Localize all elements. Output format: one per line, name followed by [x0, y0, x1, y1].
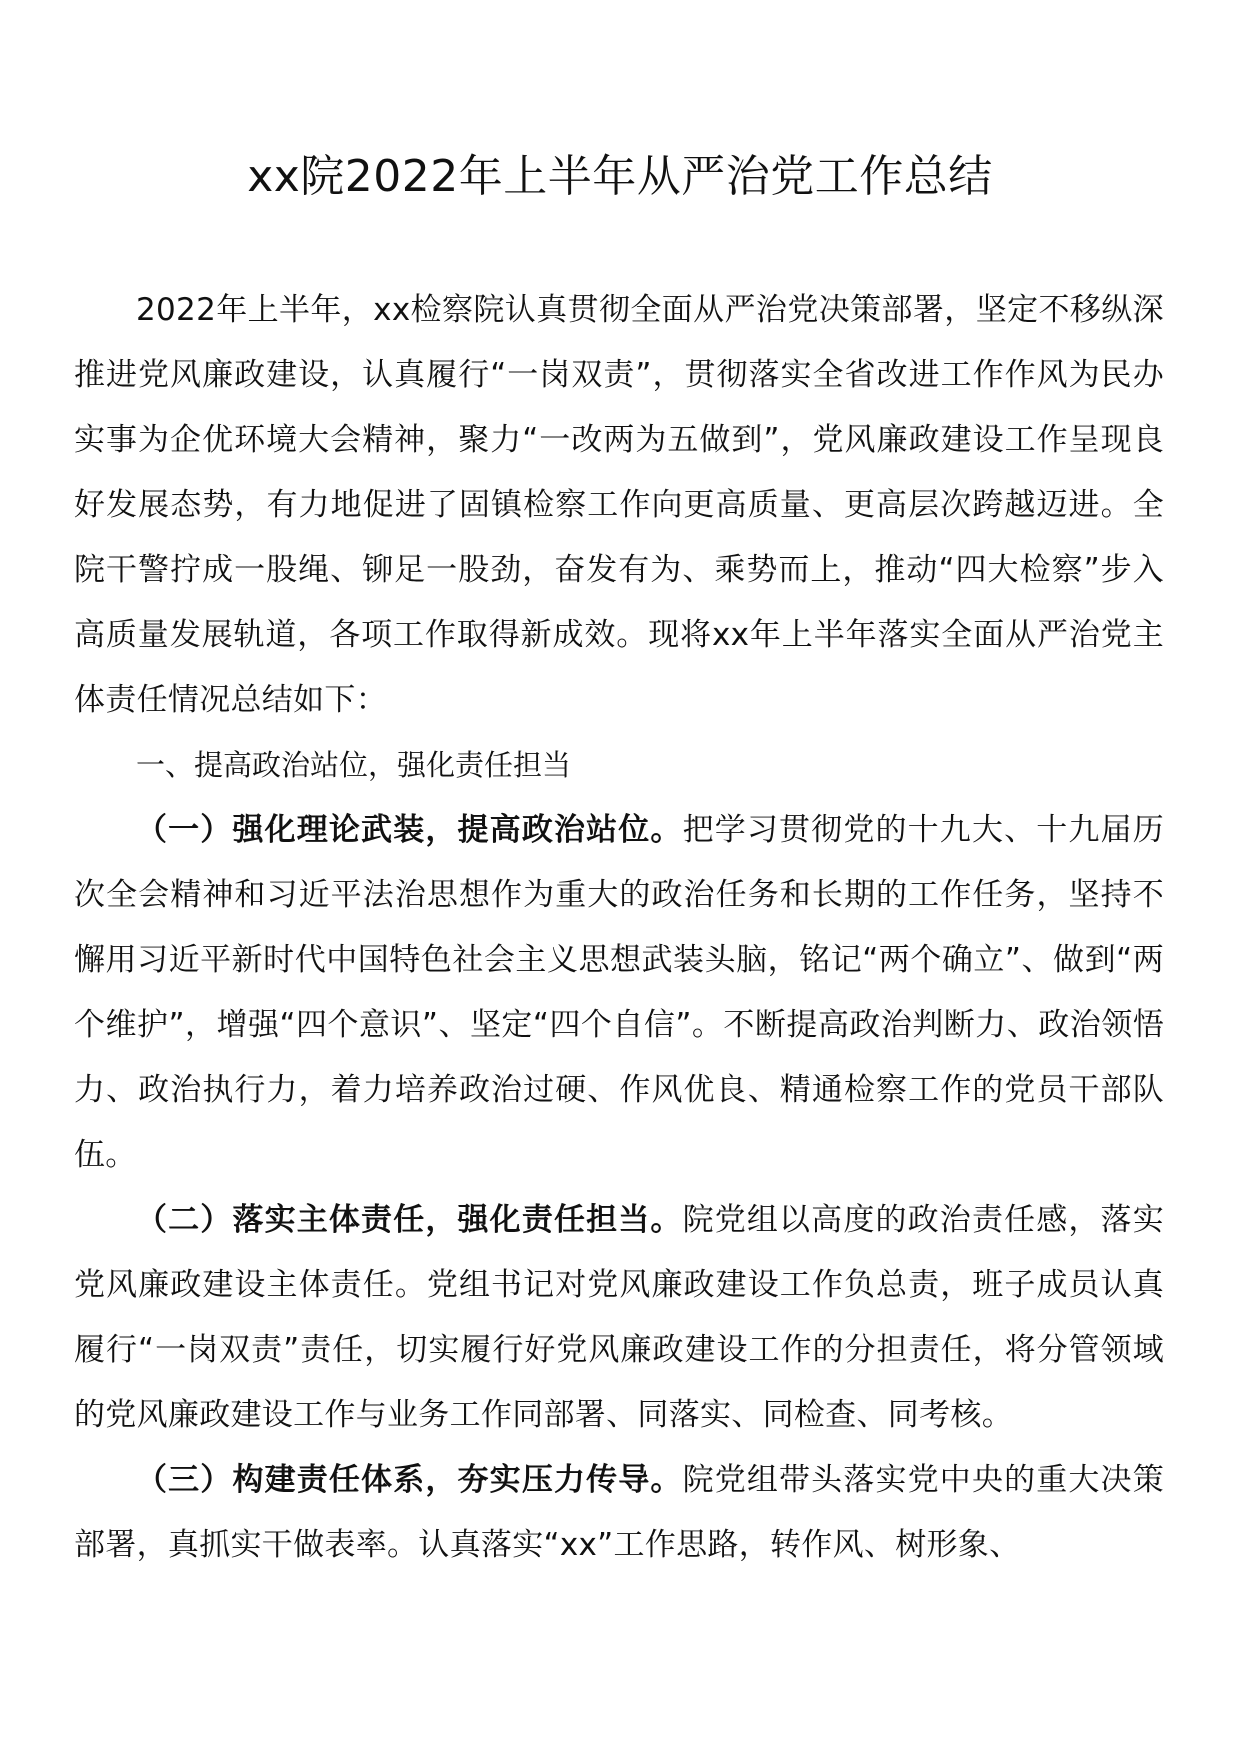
document-body [74, 278, 1164, 1578]
subsection-text-1: 把学习贯彻党的十九大、十九届历次全会精神和习近平法治思想作为重大的政治任务和长期的工作任务，坚持不懈用习近平新时代中国特色社会主义思想武装头脑，铭记“两个确立”、做到“两个维护”，增强“四个意识”、坚定“四个自信”。不断提高政治判断力、政治领悟力、政治执行力，着力培养政治过硬、作风优良、精通检察工作的党员干部队伍。 [74, 812, 1164, 1173]
subsection-paragraph-2 [74, 1188, 1164, 1448]
subsection-paragraph-1 [74, 798, 1164, 1188]
subsection-text-2: 院党组以高度的政治责任感，落实党风廉政建设主体责任。党组书记对党风廉政建设工作负总责，班子成员认真履行“一岗双责”责任，切实履行好党风廉政建设工作的分担责任，将分管领域的党风廉政建设工作与业务工作同部署、同落实、同检查、同考核。 [74, 1202, 1164, 1433]
subsection-title-2: （二）落实主体责任，强化责任担当。 [136, 1202, 683, 1238]
intro-paragraph: 2022年上半年，xx检察院认真贯彻全面从严治党决策部署，坚定不移纵深推进党风廉政建设，认真履行“一岗双责”，贯彻落实全省改进工作作风为民办实事为企优环境大会精神，聚力“一改两为五做到”，党风廉政建设工作呈现良好发展态势，有力地促进了固镇检察工作向更高质量、更高层次跨越迈进。全院干警拧成一股绳、铆足一股劲，奋发有为、乘势而上，推动“四大检察”步入高质量发展轨道，各项工作取得新成效。现将xx年上半年落实全面从严治党主体责任情况总结如下： [74, 292, 1164, 718]
subsection-title-1: （一）强化理论武装，提高政治站位。 [136, 812, 683, 848]
subsection-paragraph-3 [74, 1448, 1164, 1578]
subsection-title-3: （三）构建责任体系，夯实压力传导。 [136, 1462, 683, 1498]
subsection-text-3: 院党组带头落实党中央的重大决策部署，真抓实干做表率。认真落实“xx”工作思路，转作风、树形象、 [74, 1462, 1164, 1563]
section-heading-1: 一、提高政治站位，强化责任担当 [136, 748, 572, 782]
document-title: xx院2022年上半年从严治党工作总结 [247, 151, 993, 203]
